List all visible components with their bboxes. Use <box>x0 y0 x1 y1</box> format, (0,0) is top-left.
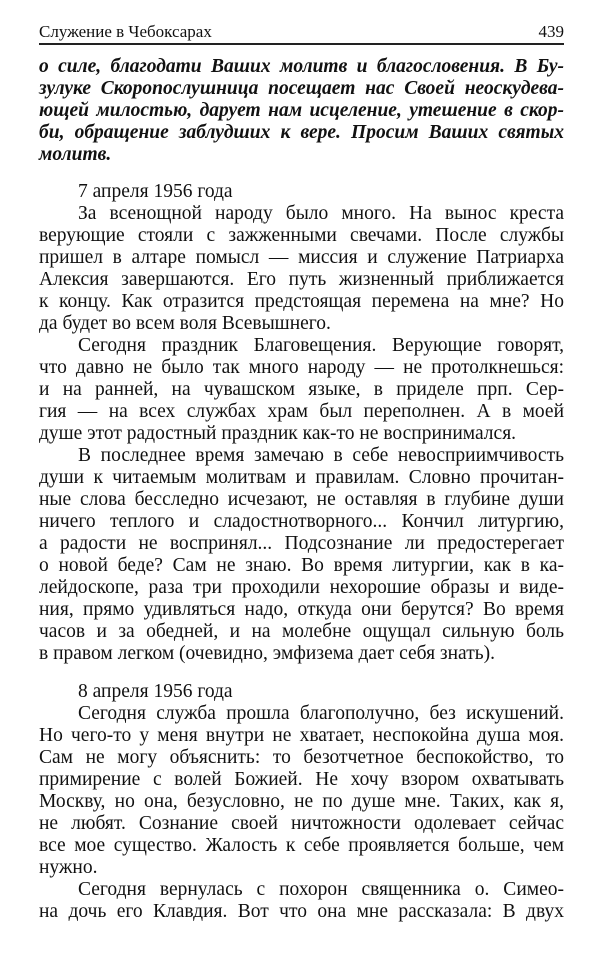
text-line: верующие стояли с зажженными свечами. После службы <box>39 225 564 246</box>
diary-entry <box>39 181 564 665</box>
paragraph <box>39 703 564 879</box>
text-line: Сегодня вернулась с похорон священника о. Симео- <box>78 879 564 900</box>
text-line: ния, прямо удивляться надо, откуда они берутся? Во время <box>39 599 564 620</box>
entry-date: 7 апреля 1956 года <box>78 181 233 202</box>
text-line: души к читаемым молитвам и правилам. Словно прочитан- <box>39 467 564 488</box>
text-line: За всенощной народу было много. На вынос креста <box>78 203 564 224</box>
text-line: на дочь его Клавдия. Вот что она мне рассказала: В двух <box>39 901 564 922</box>
header-rule <box>39 43 564 45</box>
quote-line: о силе, благодати Ваших молитв и благословения. В Бу- <box>39 56 564 77</box>
text-line: ные слова бесследно исчезают, не оставляя в глубине души <box>39 489 564 510</box>
text-line: в правом легком (очевидно, эмфизема дает себя знать). <box>39 643 495 664</box>
text-line: часов и за обедней, и на молебне ощущал сильную боль <box>39 621 564 642</box>
text-line: ничего теплого и сладостнотворного... Кончил литургию, <box>39 511 564 532</box>
text-line: Сегодня служба прошла благополучно, без искушений. <box>78 703 564 724</box>
text-line: Москву, но она, безусловно, не по душе мне. Таких, как я, <box>39 791 564 812</box>
entry-date: 8 апреля 1956 года <box>78 681 233 702</box>
paragraph <box>39 203 564 335</box>
text-line: пришел в алтаре помысл — миссия и служение Патриарха <box>39 247 564 268</box>
text-line: гия — на всех службах храм был переполнен. А в моей <box>39 401 564 422</box>
text-line: душе этот радостный праздник как-то не воспринимался. <box>39 423 517 444</box>
text-line: а радости не воспринял... Подсознание ли предостерегает <box>39 533 564 554</box>
diary-entry <box>39 681 564 923</box>
text-line: и на ранней, на чувашском языке, в приделе прп. Сер- <box>39 379 564 400</box>
text-line: В последнее время замечаю в себе невосприимчивость <box>78 445 564 466</box>
paragraph <box>39 879 564 923</box>
text-line: Сегодня праздник Благовещения. Верующие говорят, <box>78 335 564 356</box>
text-line: Сам не могу объяснить: то безотчетное беспокойство, то <box>39 747 564 768</box>
paragraph <box>39 445 564 665</box>
text-line: Но чего-то у меня внутри не хватает, неспокойна душа моя. <box>39 725 564 746</box>
quote-line: ющей милостью, дарует нам исцеление, утешение в скор- <box>39 100 564 121</box>
quote-line: би, обращение заблудших к вере. Просим Ваших святых <box>39 122 564 143</box>
running-title: Служение в Чебоксарах <box>39 22 212 41</box>
page-number: 439 <box>538 22 564 41</box>
running-header <box>39 20 564 42</box>
paragraph <box>39 335 564 445</box>
text-line: нужно. <box>39 857 98 878</box>
text-line: что давно не было так много народу — не протолкнешься: <box>39 357 564 378</box>
quoted-letter <box>39 56 564 166</box>
text-line: Алексия завершаются. Его путь жизненный приближается <box>39 269 564 290</box>
text-line: к концу. Как отразится предстоящая перемена на мне? Но <box>39 291 564 312</box>
quote-line: зулуке Скоропослушница посещает нас Своей неоскудева- <box>39 78 564 99</box>
text-line: лейдоскопе, раза три проходили нехорошие образы и виде- <box>39 577 564 598</box>
text-line: все мое существо. Жалость к себе проявляется больше, чем <box>39 835 564 856</box>
page-body <box>39 56 564 923</box>
text-line: примирение с волей Божией. Не хочу взором охватывать <box>39 769 564 790</box>
text-line: о новой беде? Сам не знаю. Во время литургии, как в ка- <box>39 555 564 576</box>
text-line: да будет во всем воля Всевышнего. <box>39 313 331 334</box>
text-line: не любят. Сознание своей ничтожности одолевает сейчас <box>39 813 564 834</box>
quote-line: молитв. <box>39 144 112 165</box>
diary-entries <box>39 181 564 923</box>
